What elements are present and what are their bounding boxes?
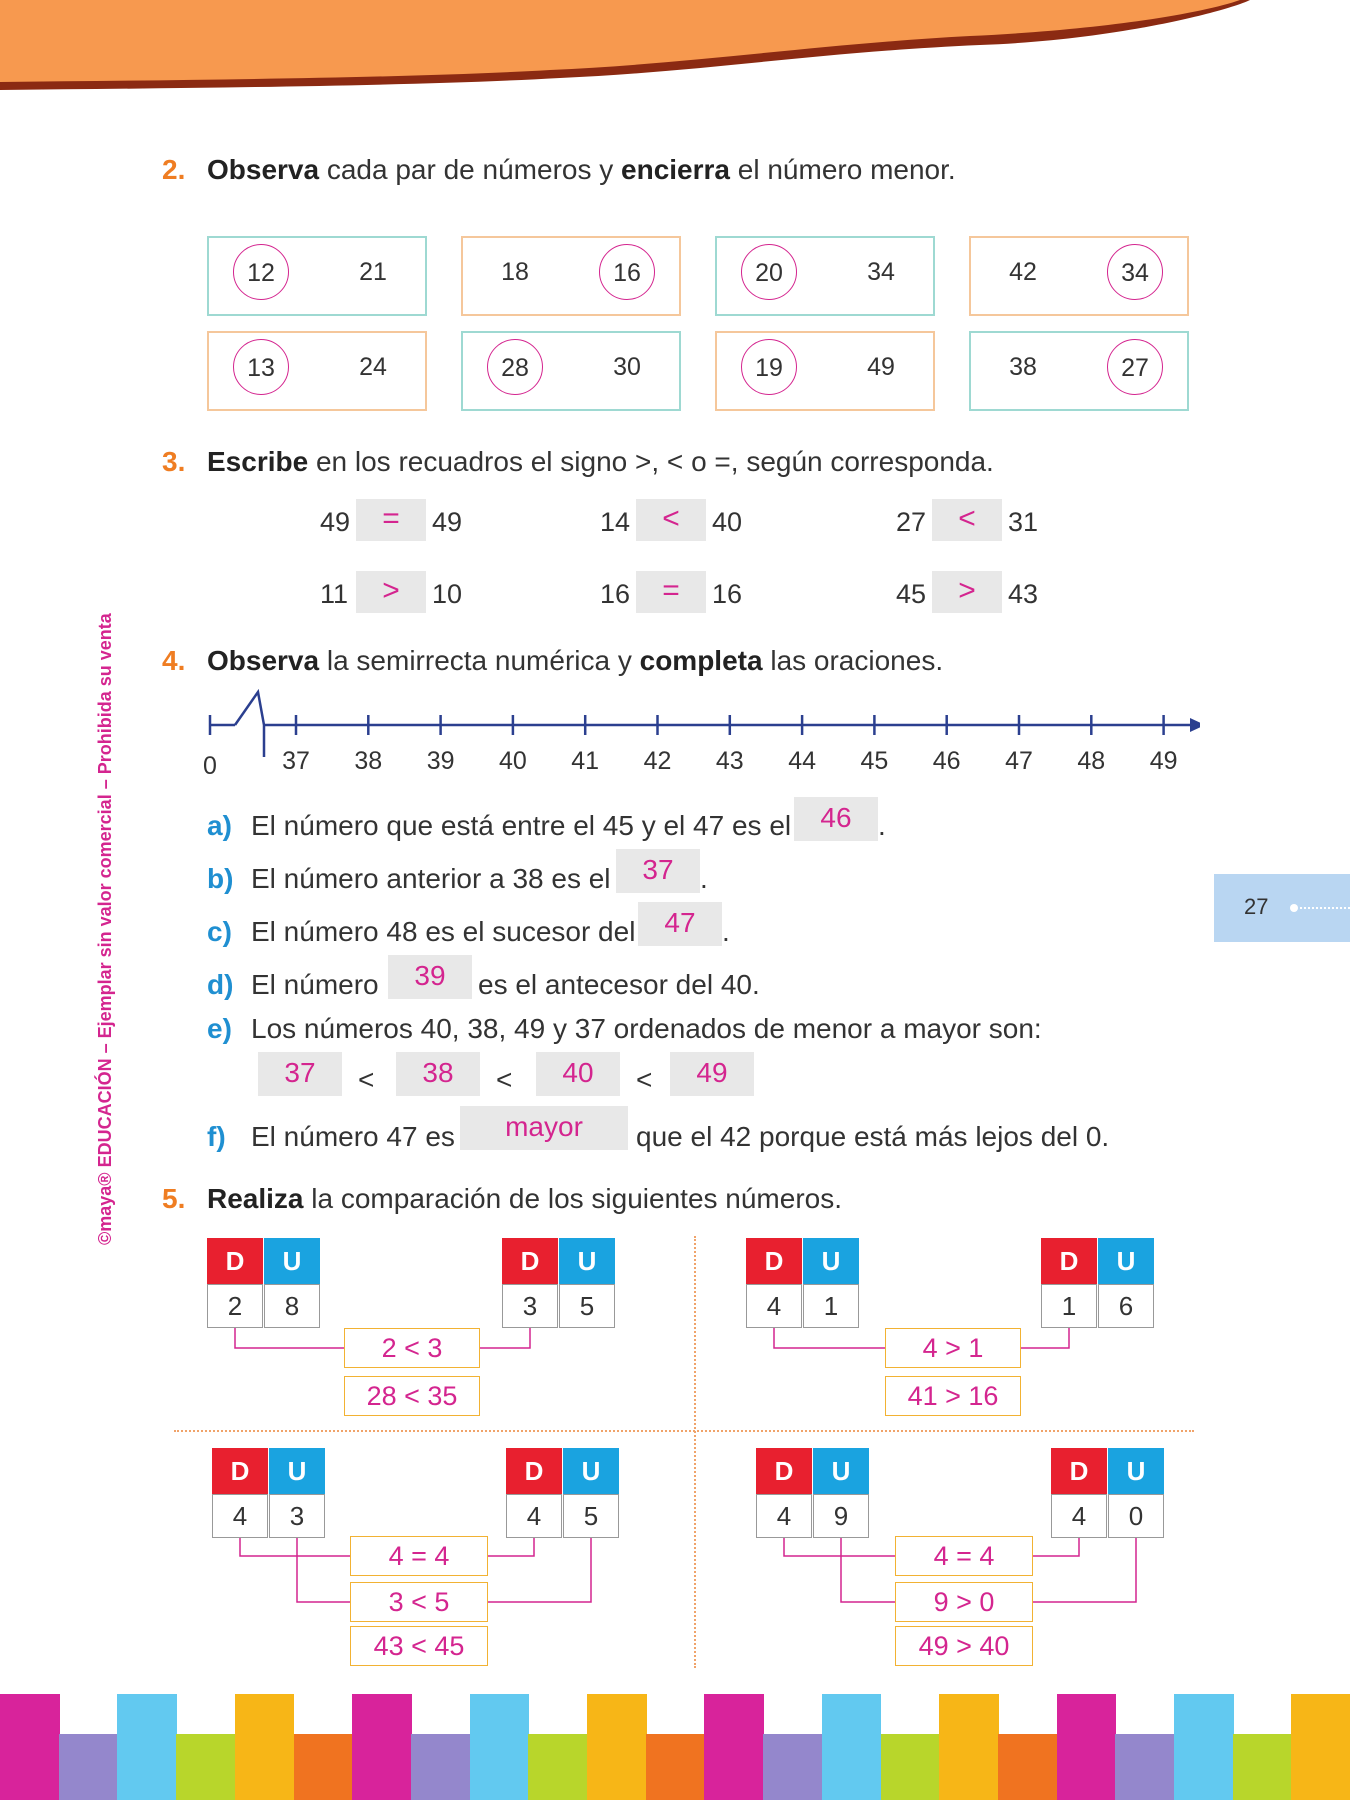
compare-left: 27 <box>896 507 927 537</box>
order-answer-box[interactable]: 49 <box>670 1052 754 1096</box>
question-e-letter: e) <box>207 1013 232 1044</box>
color-bar <box>294 1734 354 1800</box>
number-line-label: 45 <box>860 747 889 775</box>
color-bar <box>763 1734 823 1800</box>
pair-number[interactable]: 18 <box>501 258 529 286</box>
connector-line <box>488 1538 591 1602</box>
color-bar <box>998 1734 1058 1800</box>
connector-line <box>297 1538 350 1602</box>
pair-number[interactable]: 38 <box>1009 353 1037 381</box>
result-box[interactable]: 4 = 4 <box>895 1536 1033 1576</box>
exercise-2-number: 2. <box>162 154 186 185</box>
digit-tens: 3 <box>502 1284 558 1328</box>
question-f-letter: f) <box>207 1121 226 1152</box>
instruction-text: el número menor. <box>730 154 956 185</box>
question-c-letter: c) <box>207 916 232 947</box>
circled-number[interactable]: 19 <box>741 339 797 395</box>
number-line-label: 38 <box>354 747 383 775</box>
connector-line <box>774 1328 885 1348</box>
number-line-label: 48 <box>1077 747 1106 775</box>
pair-number[interactable]: 30 <box>613 353 641 381</box>
digit-units: 3 <box>269 1494 325 1538</box>
digit-units: 0 <box>1108 1494 1164 1538</box>
question-b-end: . <box>700 863 708 894</box>
question-e-text: Los números 40, 38, 49 y 37 ordenados de menor a mayor son: <box>251 1013 1042 1044</box>
digit-tens: 4 <box>746 1284 802 1328</box>
digit-tens: 1 <box>1041 1284 1097 1328</box>
header-u: U <box>563 1448 619 1494</box>
header-d: D <box>1041 1238 1097 1284</box>
question-c-text: El número 48 es el sucesor del <box>251 916 636 947</box>
header-d: D <box>746 1238 802 1284</box>
color-bar <box>59 1734 119 1800</box>
instruction-bold: encierra <box>621 154 730 185</box>
connector-line <box>841 1538 895 1602</box>
header-u: U <box>559 1238 615 1284</box>
sign-box[interactable]: < <box>932 499 1002 541</box>
answer-a-box[interactable]: 46 <box>794 797 878 841</box>
question-b-letter: b) <box>207 863 234 894</box>
question-a-letter: a) <box>207 810 232 841</box>
digit-tens: 4 <box>212 1494 268 1538</box>
digit-tens: 4 <box>506 1494 562 1538</box>
order-answer-box[interactable]: 40 <box>536 1052 620 1096</box>
header-u: U <box>1098 1238 1154 1284</box>
header-u: U <box>264 1238 320 1284</box>
result-box[interactable]: 2 < 3 <box>344 1328 480 1368</box>
exercise-4-number: 4. <box>162 645 186 676</box>
color-bar <box>587 1694 647 1800</box>
header-d: D <box>506 1448 562 1494</box>
instruction-text: la semirrecta numérica y <box>319 645 640 676</box>
number-line-label: 37 <box>282 747 310 775</box>
color-bar <box>939 1694 999 1800</box>
pair-number[interactable]: 21 <box>359 258 387 286</box>
connector-line <box>480 1328 530 1348</box>
result-box[interactable]: 43 < 45 <box>350 1626 488 1666</box>
digit-units: 6 <box>1098 1284 1154 1328</box>
answer-f-box[interactable]: mayor <box>460 1106 628 1150</box>
compare-left: 45 <box>896 579 927 609</box>
number-line-label: 42 <box>643 747 672 775</box>
compare-left: 49 <box>320 507 351 537</box>
question-b-text: El número anterior a 38 es el <box>251 863 611 894</box>
connector-line <box>784 1538 895 1556</box>
order-answer-box[interactable]: 38 <box>396 1052 480 1096</box>
question-d-text: El número <box>251 969 379 1000</box>
circled-number[interactable]: 34 <box>1107 244 1163 300</box>
sign-box[interactable]: > <box>356 571 426 613</box>
color-bar <box>235 1694 295 1800</box>
color-bar <box>822 1694 882 1800</box>
result-box[interactable]: 49 > 40 <box>895 1626 1033 1666</box>
order-answer-box[interactable]: 37 <box>258 1052 342 1096</box>
instruction-text: cada par de números y <box>319 154 622 185</box>
digit-units: 9 <box>813 1494 869 1538</box>
result-box[interactable]: 3 < 5 <box>350 1582 488 1622</box>
color-bar <box>470 1694 530 1800</box>
instruction-text: en los recuadros el signo >, < o =, según corresponda. <box>308 446 994 477</box>
circled-number[interactable]: 12 <box>233 244 289 300</box>
result-box[interactable]: 4 > 1 <box>885 1328 1021 1368</box>
instruction-text: las oraciones. <box>762 645 944 676</box>
pair-number[interactable]: 42 <box>1009 258 1037 286</box>
exercise-3-number: 3. <box>162 446 186 477</box>
color-bar <box>1291 1694 1350 1800</box>
circled-number[interactable]: 13 <box>233 339 289 395</box>
digit-units: 5 <box>559 1284 615 1328</box>
instruction-bold: Realiza <box>207 1183 304 1214</box>
number-line-label: 43 <box>715 747 744 775</box>
exercise-5-number: 5. <box>162 1183 186 1214</box>
instruction-bold: Escribe <box>207 446 309 477</box>
connector-line <box>240 1538 350 1556</box>
result-box[interactable]: 41 > 16 <box>885 1376 1021 1416</box>
color-bar <box>1115 1734 1175 1800</box>
header-d: D <box>207 1238 263 1284</box>
order-separator: < <box>636 1064 653 1095</box>
side-label: ©maya® EDUCACIÓN – Ejemplar sin valor comercial – Prohibida su venta <box>95 613 115 1245</box>
compare-left: 11 <box>320 579 349 609</box>
compare-right: 40 <box>712 507 743 537</box>
circled-number[interactable]: 28 <box>487 339 543 395</box>
answer-d-box[interactable]: 39 <box>388 955 472 999</box>
color-bar <box>0 1694 60 1800</box>
question-a-end: . <box>878 810 886 841</box>
digit-units: 8 <box>264 1284 320 1328</box>
number-line-label: 41 <box>571 747 600 775</box>
compare-left: 14 <box>600 507 631 537</box>
color-bar <box>646 1734 706 1800</box>
color-bar <box>352 1694 412 1800</box>
result-box[interactable]: 9 > 0 <box>895 1582 1033 1622</box>
color-bar <box>1233 1734 1293 1800</box>
page-number: 27 <box>1244 894 1269 919</box>
header-d: D <box>756 1448 812 1494</box>
digit-tens: 4 <box>756 1494 812 1538</box>
question-f-text: El número 47 es <box>251 1121 455 1152</box>
answer-b-box[interactable]: 37 <box>616 849 700 893</box>
number-line-label: 49 <box>1149 747 1178 775</box>
digit-tens: 2 <box>207 1284 263 1328</box>
result-box[interactable]: 4 = 4 <box>350 1536 488 1576</box>
circled-number[interactable]: 27 <box>1107 339 1163 395</box>
sign-box[interactable]: > <box>932 571 1002 613</box>
compare-right: 49 <box>432 507 463 537</box>
color-bar <box>411 1734 471 1800</box>
instruction-bold: Observa <box>207 154 320 185</box>
compare-left: 16 <box>600 579 631 609</box>
connector-line <box>235 1328 344 1348</box>
compare-right: 10 <box>432 579 463 609</box>
digit-tens: 4 <box>1051 1494 1107 1538</box>
question-c-end: . <box>722 916 730 947</box>
connector-line <box>1033 1538 1079 1556</box>
number-line-label: 0 <box>203 752 217 780</box>
circled-number[interactable]: 16 <box>599 244 655 300</box>
pair-number[interactable]: 49 <box>867 353 895 381</box>
question-a-text: El número que está entre el 45 y el 47 es el <box>251 810 792 841</box>
connector-line <box>1021 1328 1069 1348</box>
connector-line <box>488 1538 534 1556</box>
color-bar <box>176 1734 236 1800</box>
header-d: D <box>502 1238 558 1284</box>
color-bar <box>528 1734 588 1800</box>
digit-units: 1 <box>803 1284 859 1328</box>
connector-line <box>1033 1538 1136 1602</box>
result-box[interactable]: 28 < 35 <box>344 1376 480 1416</box>
header-u: U <box>1108 1448 1164 1494</box>
color-bar <box>1174 1694 1234 1800</box>
header-u: U <box>803 1238 859 1284</box>
number-line-label: 47 <box>1005 747 1033 775</box>
instruction-bold: Observa <box>207 645 320 676</box>
pair-number[interactable]: 34 <box>867 258 895 286</box>
sign-box[interactable]: = <box>356 499 426 541</box>
color-bar <box>881 1734 941 1800</box>
header-u: U <box>813 1448 869 1494</box>
circled-number[interactable]: 20 <box>741 244 797 300</box>
answer-c-box[interactable]: 47 <box>638 902 722 946</box>
sign-box[interactable]: = <box>636 571 706 613</box>
sign-box[interactable]: < <box>636 499 706 541</box>
header-d: D <box>1051 1448 1107 1494</box>
number-line-label: 39 <box>426 747 455 775</box>
header-d: D <box>212 1448 268 1494</box>
color-bar <box>117 1694 177 1800</box>
digit-units: 5 <box>563 1494 619 1538</box>
question-d-letter: d) <box>207 969 234 1000</box>
instruction-bold: completa <box>639 645 763 676</box>
pair-number[interactable]: 24 <box>359 353 387 381</box>
question-f-end: que el 42 porque está más lejos del 0. <box>636 1121 1110 1152</box>
number-line-label: 44 <box>788 747 816 775</box>
question-d-end: es el antecesor del 40. <box>478 969 760 1000</box>
order-separator: < <box>358 1064 375 1095</box>
number-line-label: 40 <box>498 747 527 775</box>
compare-right: 16 <box>712 579 743 609</box>
color-bar <box>1057 1694 1117 1800</box>
header-u: U <box>269 1448 325 1494</box>
compare-right: 43 <box>1008 579 1039 609</box>
compare-right: 31 <box>1008 507 1039 537</box>
order-separator: < <box>496 1064 513 1095</box>
number-line-label: 46 <box>932 747 961 775</box>
instruction-text: la comparación de los siguientes números. <box>303 1183 843 1214</box>
color-bar <box>704 1694 764 1800</box>
